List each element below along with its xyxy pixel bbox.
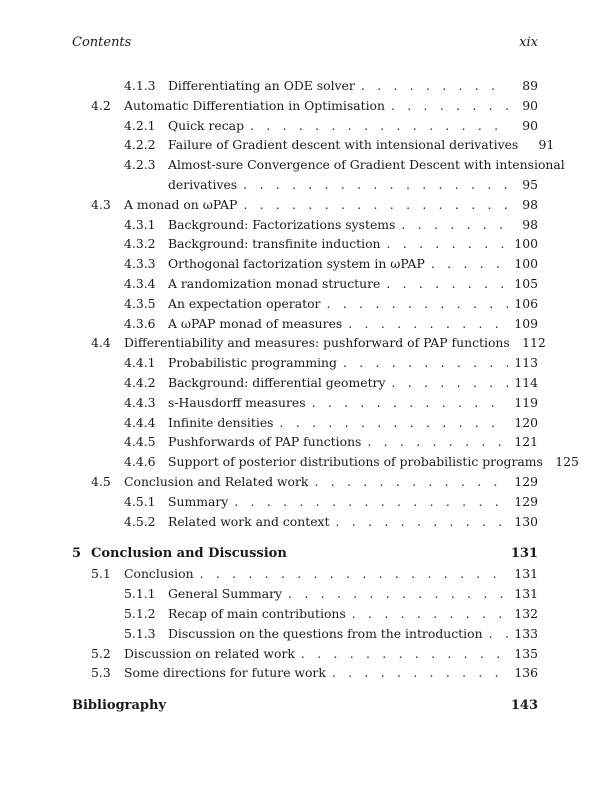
toc-entry-title: Recap of main contributions <box>168 605 346 621</box>
toc-dot-leader <box>361 78 508 93</box>
toc-entry-number: 4.4.5 <box>124 434 156 450</box>
toc-section[interactable] <box>72 197 538 217</box>
toc-dot-leader <box>367 434 508 449</box>
toc-entry-page: 114 <box>514 374 538 390</box>
toc-subsection[interactable] <box>72 454 579 474</box>
toc-entry-page: 119 <box>514 394 538 410</box>
toc-dot-leader <box>243 177 508 192</box>
toc-subsection[interactable] <box>72 296 538 316</box>
toc-entry-number: 4.4.4 <box>124 414 156 430</box>
toc-entry-title: s-Hausdorff measures <box>168 394 306 410</box>
toc-section[interactable] <box>72 474 538 494</box>
toc-entry-title: Background: transfinite induction <box>168 236 381 252</box>
toc-subsection[interactable] <box>72 137 555 157</box>
toc-entry-number: 4.4.6 <box>124 454 156 470</box>
toc-entry-title: Discussion on related work <box>124 645 295 661</box>
toc-entry-number: 4.3.3 <box>124 256 156 272</box>
toc-dot-leader <box>401 217 508 232</box>
toc-entry-title: Infinite densities <box>168 414 274 430</box>
toc-entry-number: 4.5.2 <box>124 513 156 529</box>
toc-entry-page: 100 <box>514 236 538 252</box>
toc-subsection[interactable] <box>72 78 538 98</box>
toc-entry-title: Summary <box>168 493 229 509</box>
toc-subsection[interactable] <box>72 514 538 534</box>
toc-entry-title: Background: Factorizations systems <box>168 216 396 232</box>
toc-entry-title: Conclusion and Related work <box>124 473 309 489</box>
toc-dot-leader <box>234 494 508 509</box>
toc-entry-number: 5.2 <box>91 645 111 661</box>
toc-subsection[interactable] <box>72 606 538 626</box>
toc-entry-title: derivatives <box>168 176 238 192</box>
toc-entry-page: 100 <box>514 256 538 272</box>
toc-entry-page: 105 <box>514 275 538 291</box>
toc-subsection[interactable] <box>72 236 538 256</box>
toc-entry-title: Conclusion <box>124 566 194 582</box>
toc-entry-number: 4.3.6 <box>124 315 156 331</box>
toc-subsection[interactable] <box>72 434 538 454</box>
toc-entry-page: 129 <box>514 493 538 509</box>
toc-entry-number: 4.3.2 <box>124 236 156 252</box>
toc-dot-leader <box>200 566 508 581</box>
toc-dot-leader <box>386 276 508 291</box>
toc-entry-title: Differentiability and measures: pushforward of PAP functions <box>124 335 510 351</box>
toc-subsection[interactable] <box>72 276 538 296</box>
toc-entry-number: 5.1 <box>91 566 111 582</box>
toc-dot-leader <box>332 665 508 680</box>
toc-entry-page: 112 <box>522 335 546 351</box>
toc-dot-leader <box>489 626 508 641</box>
toc-entry-page: 131 <box>514 566 538 582</box>
toc-entry-number: 4.3 <box>91 196 111 212</box>
toc-entry-title: Related work and context <box>168 513 330 529</box>
toc-entry-page: 90 <box>522 117 538 133</box>
toc-entry-number: 5.3 <box>91 665 111 681</box>
toc-entry-page: 129 <box>514 473 538 489</box>
toc-entry-page: 133 <box>514 625 538 641</box>
toc-entry-title: Failure of Gradient descent with intensional derivatives <box>168 137 519 153</box>
toc-entry-title: Conclusion and Discussion <box>91 546 287 562</box>
toc-subsection[interactable] <box>72 494 538 514</box>
toc-entry-title: A monad on ωPAP <box>124 196 238 212</box>
header-page-number: xix <box>519 35 538 50</box>
toc-entry-page: 109 <box>514 315 538 331</box>
toc-entry-title: Orthogonal factorization system in ωPAP <box>168 256 425 272</box>
toc-entry-page: 91 <box>538 137 555 153</box>
toc-entry-page: 125 <box>555 454 579 470</box>
toc-dot-leader <box>431 256 508 271</box>
toc-entry-page: 90 <box>522 97 538 113</box>
toc-dot-leader <box>288 586 508 601</box>
toc-entry-number: 4.2.3 <box>124 157 156 173</box>
toc-entry-number: 4.4 <box>91 335 111 351</box>
toc-entry-page: 130 <box>514 513 538 529</box>
toc-dot-leader <box>326 296 508 311</box>
toc-entry-number: 4.2 <box>91 97 111 113</box>
toc-entry-title: Some directions for future work <box>124 665 326 681</box>
toc-entry-page: 98 <box>522 216 538 232</box>
toc-entry-number: 4.4.2 <box>124 374 156 390</box>
toc-subsection[interactable] <box>72 626 538 646</box>
toc-entry-page: 131 <box>510 546 538 562</box>
toc-dot-leader <box>336 514 508 529</box>
toc-entry-title: Background: differential geometry <box>168 374 386 390</box>
header-section-title: Contents <box>72 35 132 50</box>
toc-subsection[interactable] <box>72 316 538 336</box>
toc-subsection-continued[interactable] <box>72 177 538 197</box>
toc-entry-number: 4.3.4 <box>124 275 156 291</box>
toc-entry-page: 98 <box>522 196 538 212</box>
toc-entry-page: 131 <box>514 586 538 602</box>
toc-subsection[interactable] <box>72 395 538 415</box>
toc-subsection[interactable] <box>72 217 538 237</box>
toc-subsection[interactable] <box>72 375 538 395</box>
toc-entry-number: 4.4.3 <box>124 394 156 410</box>
toc-entry-page: 132 <box>514 605 538 621</box>
toc-section[interactable] <box>72 665 538 685</box>
toc-entry-number: 4.3.5 <box>124 295 156 311</box>
toc-dot-leader <box>250 118 508 133</box>
toc-entry-title: Differentiating an ODE solver <box>168 78 355 93</box>
toc-entry-number: 5.1.1 <box>124 586 156 602</box>
toc-entry-number: 4.1.3 <box>124 78 156 93</box>
toc-dot-leader <box>301 646 508 661</box>
toc-dot-leader <box>343 355 508 370</box>
toc-entry-title: Almost-sure Convergence of Gradient Descent with intensional <box>168 157 565 173</box>
toc-entry-page: 135 <box>514 645 538 661</box>
toc-entry-page: 143 <box>510 698 538 714</box>
toc-subsection[interactable] <box>72 355 538 375</box>
toc-entry-page: 113 <box>514 355 538 371</box>
toc-dot-leader <box>314 474 508 489</box>
toc-entry-number: 4.5.1 <box>124 493 156 509</box>
toc-dot-leader <box>243 197 508 212</box>
toc-entry-title: Pushforwards of PAP functions <box>168 434 362 450</box>
toc-dot-leader <box>352 606 508 621</box>
toc-entry-page: 121 <box>514 434 538 450</box>
toc-section[interactable] <box>72 646 538 666</box>
toc-dot-leader <box>312 395 508 410</box>
toc-subsection[interactable] <box>72 256 538 276</box>
toc-subsection[interactable] <box>72 118 538 138</box>
toc-entry-page: 95 <box>522 176 538 192</box>
toc-dot-leader <box>280 415 508 430</box>
toc-entry-page: 106 <box>514 295 538 311</box>
toc-entry-page: 89 <box>522 78 538 93</box>
toc-entry-title: Discussion on the questions from the introduction <box>168 625 483 641</box>
toc-entry-title: Support of posterior distributions of probabilistic programs <box>168 454 543 470</box>
toc-section[interactable] <box>72 335 546 355</box>
toc-dot-leader <box>387 236 508 251</box>
toc-section[interactable] <box>72 566 538 586</box>
running-header <box>72 35 538 50</box>
toc-entry-title: Probabilistic programming <box>168 355 337 371</box>
toc-entry-number: 5.1.2 <box>124 605 156 621</box>
toc-entry-title: Bibliography <box>72 698 167 714</box>
toc-entry-number: 4.4.1 <box>124 355 156 371</box>
toc-entry-title: A ωPAP monad of measures <box>168 315 343 331</box>
toc-entry-page: 120 <box>514 414 538 430</box>
toc-entry-number: 5.1.3 <box>124 625 156 641</box>
toc-entry-title: A randomization monad structure <box>168 275 381 291</box>
toc-entry-number: 4.3.1 <box>124 216 156 232</box>
toc-subsection[interactable] <box>72 586 538 606</box>
toc-entry-page: 136 <box>514 665 538 681</box>
toc-entry-title: Automatic Differentiation in Optimisation <box>124 97 385 113</box>
toc-entry-number: 4.2.1 <box>124 117 156 133</box>
toc-entry-title: Quick recap <box>168 117 245 133</box>
toc-dot-leader <box>391 375 508 390</box>
toc-section[interactable] <box>72 98 538 118</box>
toc-entry-title: General Summary <box>168 586 283 602</box>
toc-dot-leader <box>348 316 508 331</box>
table-of-contents <box>72 78 579 718</box>
toc-subsection[interactable] <box>72 415 538 435</box>
toc-entry-number: 4.5 <box>91 473 111 489</box>
toc-bibliography[interactable] <box>72 698 538 718</box>
toc-chapter[interactable] <box>72 546 538 566</box>
toc-entry-title: An expectation operator <box>168 295 321 311</box>
toc-entry-number: 5 <box>72 546 82 562</box>
toc-dot-leader <box>391 98 508 113</box>
toc-subsection[interactable] <box>72 157 565 177</box>
toc-entry-number: 4.2.2 <box>124 137 156 153</box>
